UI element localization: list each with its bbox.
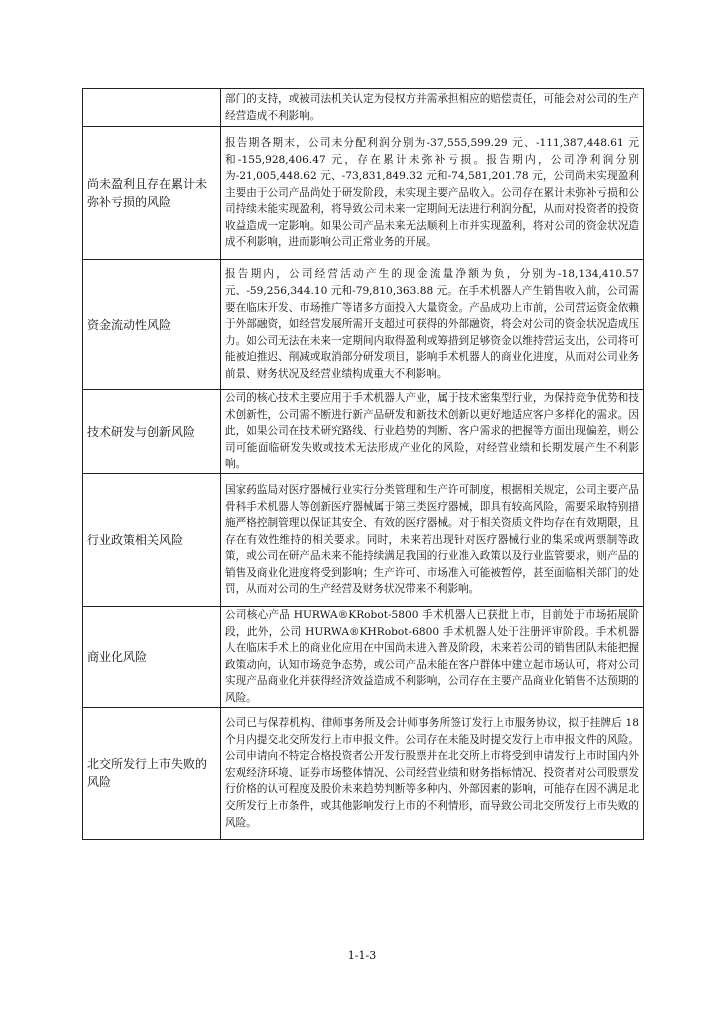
risk-name-cell: 商业化风险 xyxy=(83,607,221,708)
risk-description-cell: 公司的核心技术主要应用于手术机器人产业，属于技术密集型行业，为保持竞争优势和技术创新性，公司需不断进行新产品研发和新技术创新以更好地适应客户多样化的需求。因此，如果公司在技术研究路线、行业趋势的判断、客户需求的把握等方面出现偏差，则公司可能面临研发失败或技术无法形成产业化的风险，对经营业绩和长期发展产生不利影响。 xyxy=(221,390,644,474)
risk-description-cell: 部门的支持，或被司法机关认定为侵权方并需承担相应的赔偿责任，可能会对公司的生产经营造成不利影响。 xyxy=(221,89,644,127)
risk-description-cell: 报告期内，公司经营活动产生的现金流量净额为负，分别为-18,134,410.57 元、-59,256,344.10 元和-79,810,363.88 元。在手术机器人产生销售收入前，公司需要在临床开发、市场推广等诸多方面投入大量资金。产品成功上市前，公司营运资金依赖于外部融资，如经营发展所需开支超过可获得的外部融资，将会对公司的资金状况造成压力。如公司无法在未来一定期间内取得盈利或筹措到足够资金以维持营运支出，公司将可能被迫推迟、削减或取消部分研发项目，影响手术机器人的商业化进度，从而对公司业务前景、财务状况及经营业绩构成重大不利影响。 xyxy=(221,260,644,390)
risk-description-cell: 报告期各期末，公司未分配利润分别为-37,555,599.29 元、-111,387,448.61 元和-155,928,406.47 元，存在累计未弥补亏损。报告期内，公司净利润分别为-21,005,448.62 元、-73,831,849.32 元和-74,581,201.78 元，公司尚未实现盈利主要由于公司产品尚处于研发阶段，未实现主要产品收入。公司存在累计未弥补亏损和公司持续未能实现盈利，将导致公司未来一定期间无法进行利润分配，从而对投资者的投资收益造成一定影响。如果公司产品未来无法顺利上市并实现盈利，将对公司的资金状况造成不利影响，进而影响公司正常业务的开展。 xyxy=(221,127,644,260)
table-row xyxy=(83,707,644,839)
table-row xyxy=(83,607,644,708)
risk-name-cell xyxy=(83,89,221,127)
risk-name-cell: 技术研发与创新风险 xyxy=(83,390,221,474)
risk-factor-table xyxy=(82,88,644,840)
risk-description-cell: 公司核心产品 HURWA®KRobot-5800 手术机器人已获批上市，目前处于市场拓展阶段，此外，公司 HURWA®KHRobot-6800 手术机器人处于注册评审阶段。手术机器人在临床手术上的商业化应用在中国尚未进入普及阶段，未来若公司的销售团队未能把握政策动向，认知市场竞争态势，或公司产品未能在客户群体中建立起市场认可，将对公司实现产品商业化并获得经济效益造成不利影响，公司存在主要产品商业化销售不达预期的风险。 xyxy=(221,607,644,708)
table-row xyxy=(83,260,644,390)
page-number: 1-1-3 xyxy=(347,949,377,962)
risk-description-cell: 公司已与保荐机构、律师事务所及会计师事务所签订发行上市服务协议，拟于挂牌后 18 个月内提交北交所发行上市申报文件。公司存在未能及时提交发行上市申报文件的风险。公司申请向不特定合格投资者公开发行股票并在北交所上市将受到申请发行上市时国内外宏观经济环境、证券市场整体情况、公司经营业绩和财务指标情况、投资者对公司股票发行价格的认可程度及股价未来趋势判断等多种内、外部因素的影响，可能存在因不满足北交所发行上市条件，或其他影响发行上市的不利情形，而导致公司北交所发行上市失败的风险。 xyxy=(221,707,644,839)
risk-description-cell: 国家药监局对医疗器械行业实行分类管理和生产许可制度，根据相关规定，公司主要产品骨科手术机器人等创新医疗器械属于第三类医疗器械，即具有较高风险，需要采取特别措施严格控制管理以保证其安全、有效的医疗器械。对于相关资质文件均存在有效期限，且存在有效性维持的相关要求。同时，未来若出现针对医疗器械行业的集采或两票制等政策，或公司在研产品未来不能持续满足我国的行业准入政策以及行业监管要求，则产品的销售及商业化进度将受到影响；生产许可、市场准入可能被暂停，甚至面临相关部门的处罚，从而对公司的生产经营及财务状况带来不利影响。 xyxy=(221,474,644,607)
table-row xyxy=(83,89,644,127)
table-row xyxy=(83,474,644,607)
risk-name-cell: 尚未盈利且存在累计未弥补亏损的风险 xyxy=(83,127,221,260)
table-row xyxy=(83,127,644,260)
risk-name-cell: 行业政策相关风险 xyxy=(83,474,221,607)
risk-name-cell: 资金流动性风险 xyxy=(83,260,221,390)
table-row xyxy=(83,390,644,474)
risk-name-cell: 北交所发行上市失败的风险 xyxy=(83,707,221,839)
